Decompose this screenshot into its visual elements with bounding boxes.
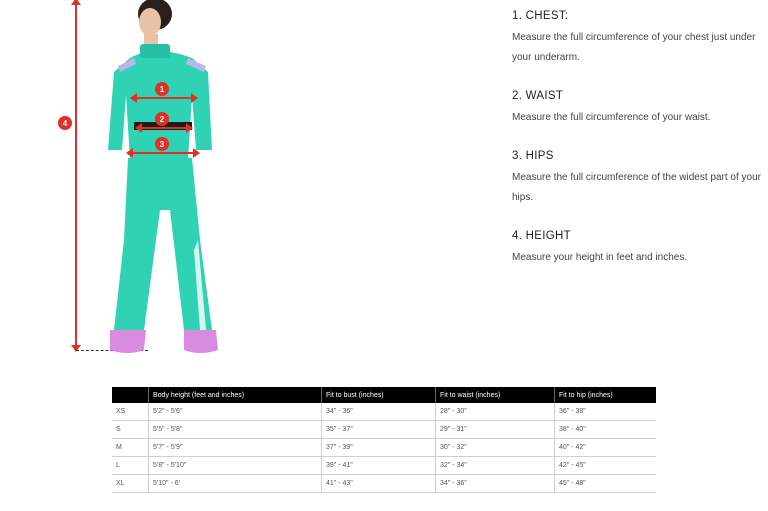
cell-waist: 29" - 31"	[436, 421, 555, 439]
cell-hip: 42" - 45"	[555, 457, 657, 475]
cell-hip: 45" - 48"	[555, 475, 657, 493]
model-figure	[0, 0, 260, 370]
cell-waist: 32" - 34"	[436, 457, 555, 475]
cell-bust: 37" - 39"	[322, 439, 436, 457]
cell-size: M	[112, 439, 149, 457]
chest-badge: 1	[155, 82, 169, 96]
cell-waist: 34" - 36"	[436, 475, 555, 493]
chest-arrow	[135, 97, 193, 99]
step-title: 4. HEIGHT	[512, 230, 571, 242]
header-bust: Fit to bust (inches)	[322, 387, 436, 403]
step-title: 2. WAIST	[512, 90, 564, 102]
table-row	[112, 403, 656, 421]
step-height	[512, 230, 762, 268]
cell-bust: 41" - 43"	[322, 475, 436, 493]
step-hips	[512, 150, 762, 208]
cell-bust: 39" - 41"	[322, 457, 436, 475]
step-text: Measure the full circumference of the widest part of your hips.	[512, 172, 762, 203]
size-chart-table	[112, 387, 656, 493]
step-text: Measure the full circumference of your waist.	[512, 112, 711, 123]
cell-size: S	[112, 421, 149, 439]
cell-size: XS	[112, 403, 149, 421]
cell-size: XL	[112, 475, 149, 493]
cell-height: 5'10" - 6'	[149, 475, 322, 493]
step-text: Measure your height in feet and inches.	[512, 252, 688, 263]
cell-waist: 28" - 30"	[436, 403, 555, 421]
table-row	[112, 475, 656, 493]
hips-arrow	[131, 152, 195, 154]
height-badge: 4	[58, 116, 72, 130]
waist-badge: 2	[155, 112, 169, 126]
hips-badge: 3	[155, 137, 169, 151]
height-arrow	[75, 0, 77, 350]
cell-hip: 38" - 40"	[555, 421, 657, 439]
cell-size: L	[112, 457, 149, 475]
cell-height: 5'2" - 5'6"	[149, 403, 322, 421]
cell-height: 5'7" - 5'9"	[149, 439, 322, 457]
table-header-row	[112, 387, 656, 403]
step-chest	[512, 10, 762, 68]
header-size	[112, 387, 149, 403]
header-height: Body height (feet and inches)	[149, 387, 322, 403]
cell-waist: 30" - 32"	[436, 439, 555, 457]
measurement-instructions	[512, 10, 762, 290]
table-row	[112, 457, 656, 475]
waist-arrow	[140, 127, 188, 129]
header-hip: Fit to hip (inches)	[555, 387, 657, 403]
table-row	[112, 421, 656, 439]
header-waist: Fit to waist (inches)	[436, 387, 555, 403]
cell-height: 5'5" - 5'8"	[149, 421, 322, 439]
cell-height: 5'8" - 5'10"	[149, 457, 322, 475]
cell-bust: 35" - 37"	[322, 421, 436, 439]
table-row	[112, 439, 656, 457]
cell-bust: 34" - 36"	[322, 403, 436, 421]
step-waist	[512, 90, 762, 128]
step-title: 1. CHEST:	[512, 10, 569, 22]
step-title: 3. HIPS	[512, 150, 554, 162]
step-text: Measure the full circumference of your chest just under your underarm.	[512, 32, 756, 63]
cell-hip: 40" - 42"	[555, 439, 657, 457]
snowsuit-model-illustration	[100, 0, 230, 360]
cell-hip: 36" - 38"	[555, 403, 657, 421]
